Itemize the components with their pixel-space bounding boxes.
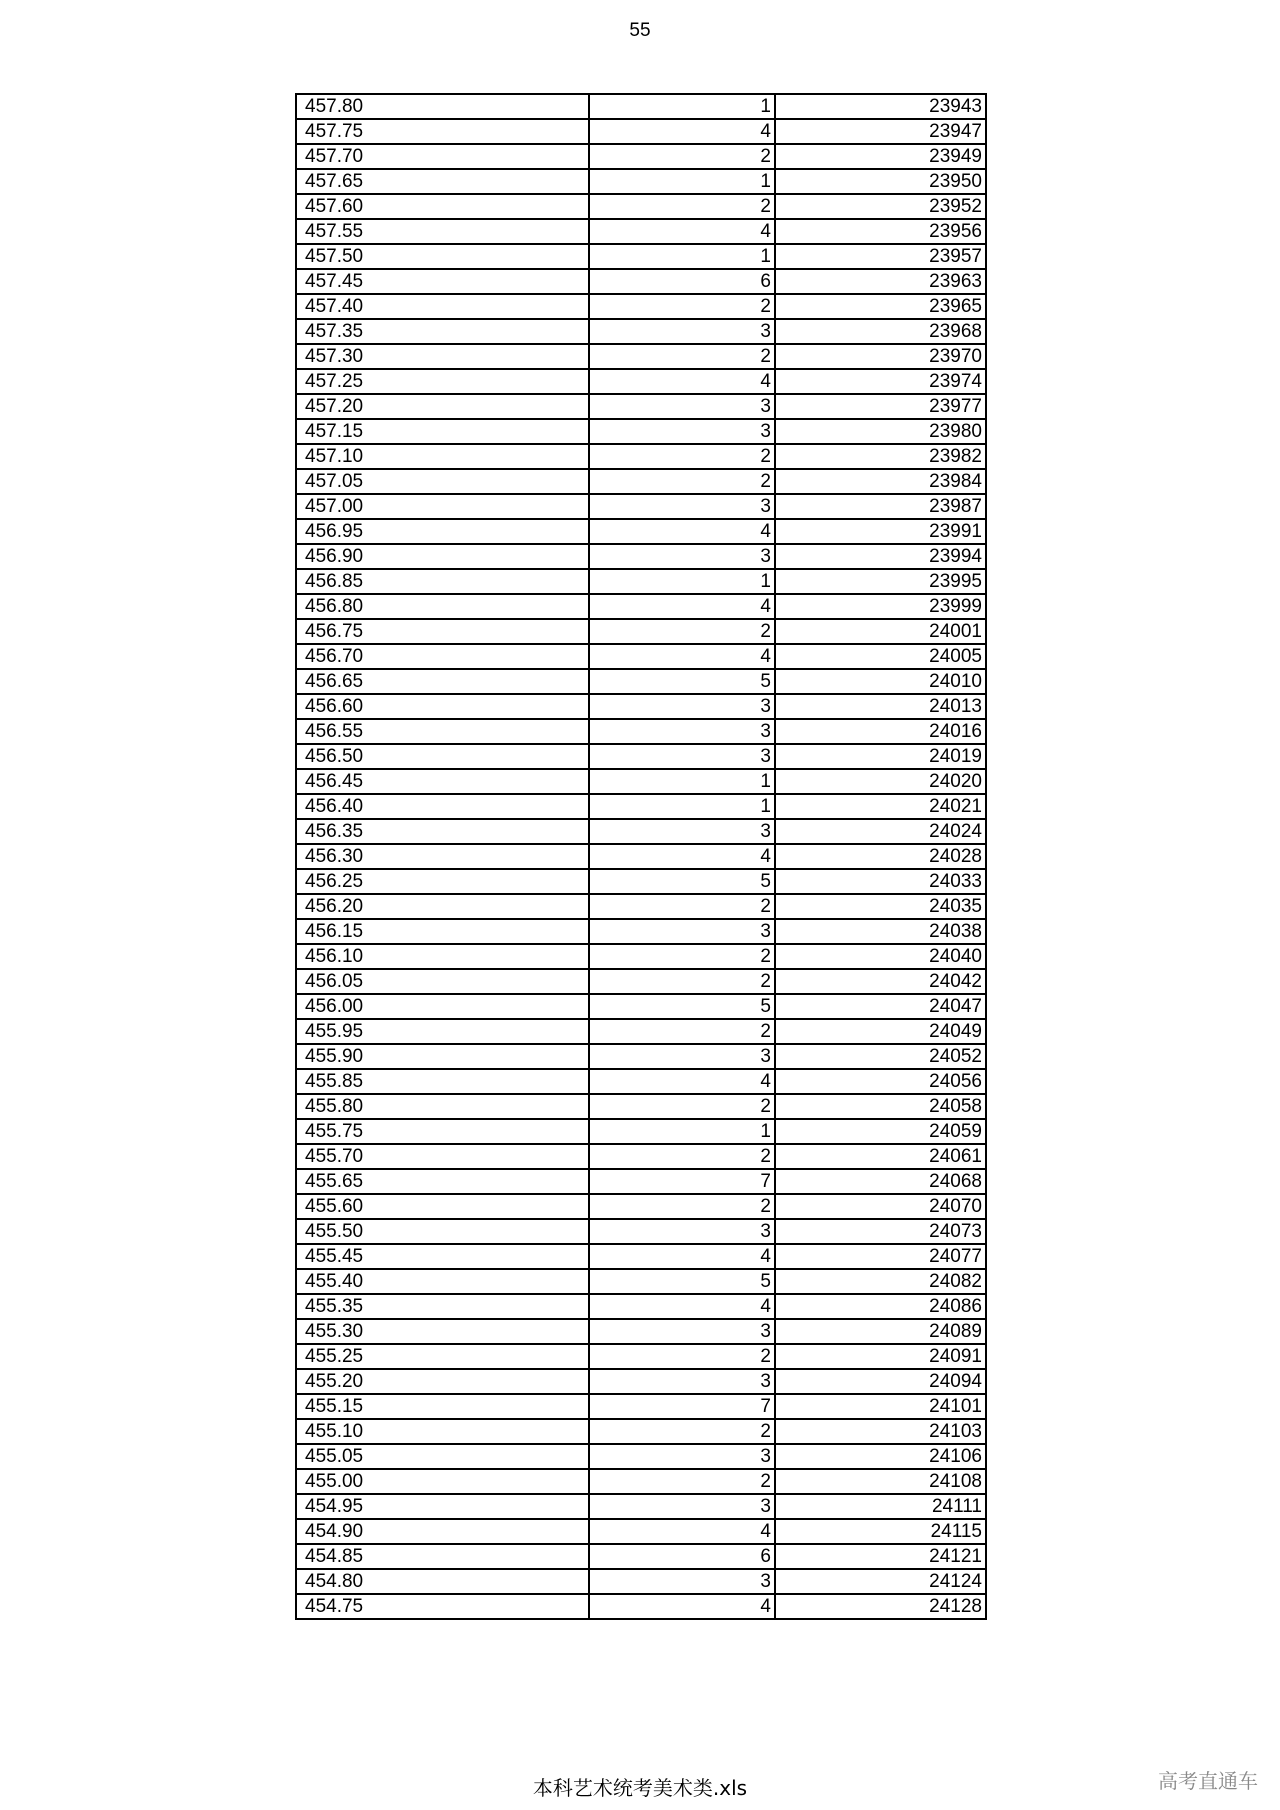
table-row <box>296 1019 986 1044</box>
score-cell: 456.95 <box>296 519 589 544</box>
count-cell: 3 <box>589 1044 775 1069</box>
cumulative-rank-cell: 23949 <box>775 144 986 169</box>
cumulative-rank-cell: 24124 <box>775 1569 986 1594</box>
score-cell: 455.80 <box>296 1094 589 1119</box>
table-row <box>296 594 986 619</box>
cumulative-rank-cell: 24056 <box>775 1069 986 1094</box>
score-cell: 456.90 <box>296 544 589 569</box>
score-cell: 456.50 <box>296 744 589 769</box>
table-row <box>296 794 986 819</box>
count-cell: 2 <box>589 969 775 994</box>
cumulative-rank-cell: 23956 <box>775 219 986 244</box>
score-cell: 456.45 <box>296 769 589 794</box>
table-row <box>296 994 986 1019</box>
score-cell: 457.65 <box>296 169 589 194</box>
table-row <box>296 1119 986 1144</box>
cumulative-rank-cell: 24038 <box>775 919 986 944</box>
count-cell: 4 <box>589 1244 775 1269</box>
table-row <box>296 1319 986 1344</box>
score-cell: 456.10 <box>296 944 589 969</box>
score-cell: 457.45 <box>296 269 589 294</box>
score-cell: 455.60 <box>296 1194 589 1219</box>
score-cell: 457.20 <box>296 394 589 419</box>
table-row <box>296 144 986 169</box>
cumulative-rank-cell: 23994 <box>775 544 986 569</box>
table-row <box>296 519 986 544</box>
cumulative-rank-cell: 23991 <box>775 519 986 544</box>
cumulative-rank-cell: 23952 <box>775 194 986 219</box>
table-row <box>296 669 986 694</box>
cumulative-rank-cell: 24094 <box>775 1369 986 1394</box>
score-cell: 455.65 <box>296 1169 589 1194</box>
table-row <box>296 1169 986 1194</box>
count-cell: 1 <box>589 794 775 819</box>
table-row <box>296 444 986 469</box>
table-row <box>296 544 986 569</box>
cumulative-rank-cell: 24042 <box>775 969 986 994</box>
score-cell: 457.15 <box>296 419 589 444</box>
cumulative-rank-cell: 23977 <box>775 394 986 419</box>
score-cell: 455.05 <box>296 1444 589 1469</box>
score-cell: 455.40 <box>296 1269 589 1294</box>
table-row <box>296 369 986 394</box>
cumulative-rank-cell: 24089 <box>775 1319 986 1344</box>
cumulative-rank-cell: 24115 <box>775 1519 986 1544</box>
table-row <box>296 944 986 969</box>
count-cell: 4 <box>589 1294 775 1319</box>
table-row <box>296 1369 986 1394</box>
count-cell: 1 <box>589 569 775 594</box>
cumulative-rank-cell: 23963 <box>775 269 986 294</box>
table-row <box>296 219 986 244</box>
score-cell: 457.00 <box>296 494 589 519</box>
cumulative-rank-cell: 23965 <box>775 294 986 319</box>
page-number: 55 <box>629 20 651 41</box>
score-cell: 454.90 <box>296 1519 589 1544</box>
cumulative-rank-cell: 24013 <box>775 694 986 719</box>
count-cell: 4 <box>589 1594 775 1619</box>
score-cell: 457.35 <box>296 319 589 344</box>
table-row <box>296 244 986 269</box>
table-row <box>296 1294 986 1319</box>
count-cell: 4 <box>589 594 775 619</box>
cumulative-rank-cell: 24103 <box>775 1419 986 1444</box>
watermark-text: 高考直通车 <box>1158 1769 1258 1793</box>
cumulative-rank-cell: 24020 <box>775 769 986 794</box>
table-row <box>296 1269 986 1294</box>
table-row <box>296 1344 986 1369</box>
score-cell: 455.25 <box>296 1344 589 1369</box>
score-cell: 455.90 <box>296 1044 589 1069</box>
count-cell: 2 <box>589 469 775 494</box>
count-cell: 4 <box>589 1519 775 1544</box>
count-cell: 2 <box>589 894 775 919</box>
count-cell: 1 <box>589 1119 775 1144</box>
cumulative-rank-cell: 24021 <box>775 794 986 819</box>
count-cell: 1 <box>589 244 775 269</box>
score-rank-table <box>295 93 987 1620</box>
table-row <box>296 494 986 519</box>
table-body <box>296 94 986 1619</box>
cumulative-rank-cell: 23950 <box>775 169 986 194</box>
cumulative-rank-cell: 24121 <box>775 1544 986 1569</box>
table-row <box>296 344 986 369</box>
table-row <box>296 744 986 769</box>
cumulative-rank-cell: 24033 <box>775 869 986 894</box>
score-cell: 456.60 <box>296 694 589 719</box>
table-row <box>296 319 986 344</box>
table-row <box>296 1219 986 1244</box>
cumulative-rank-cell: 23995 <box>775 569 986 594</box>
score-cell: 456.05 <box>296 969 589 994</box>
table-row <box>296 1494 986 1519</box>
cumulative-rank-cell: 23982 <box>775 444 986 469</box>
cumulative-rank-cell: 24001 <box>775 619 986 644</box>
count-cell: 2 <box>589 294 775 319</box>
score-cell: 457.10 <box>296 444 589 469</box>
cumulative-rank-cell: 24005 <box>775 644 986 669</box>
count-cell: 5 <box>589 1269 775 1294</box>
score-cell: 457.70 <box>296 144 589 169</box>
score-cell: 455.15 <box>296 1394 589 1419</box>
count-cell: 1 <box>589 94 775 119</box>
table-row <box>296 119 986 144</box>
table-row <box>296 194 986 219</box>
cumulative-rank-cell: 24040 <box>775 944 986 969</box>
cumulative-rank-cell: 24052 <box>775 1044 986 1069</box>
cumulative-rank-cell: 24059 <box>775 1119 986 1144</box>
table-row <box>296 1444 986 1469</box>
score-cell: 455.00 <box>296 1469 589 1494</box>
count-cell: 2 <box>589 1144 775 1169</box>
table-row <box>296 1544 986 1569</box>
cumulative-rank-cell: 24077 <box>775 1244 986 1269</box>
table-row <box>296 1594 986 1619</box>
score-cell: 456.30 <box>296 844 589 869</box>
count-cell: 3 <box>589 419 775 444</box>
cumulative-rank-cell: 24091 <box>775 1344 986 1369</box>
count-cell: 2 <box>589 1469 775 1494</box>
table-row <box>296 894 986 919</box>
table-row <box>296 1244 986 1269</box>
table-row <box>296 469 986 494</box>
cumulative-rank-cell: 24058 <box>775 1094 986 1119</box>
count-cell: 3 <box>589 919 775 944</box>
table-row <box>296 394 986 419</box>
count-cell: 3 <box>589 544 775 569</box>
table-row <box>296 1144 986 1169</box>
cumulative-rank-cell: 23984 <box>775 469 986 494</box>
count-cell: 1 <box>589 769 775 794</box>
count-cell: 3 <box>589 744 775 769</box>
cumulative-rank-cell: 24019 <box>775 744 986 769</box>
score-cell: 455.50 <box>296 1219 589 1244</box>
count-cell: 3 <box>589 1219 775 1244</box>
count-cell: 3 <box>589 819 775 844</box>
score-cell: 455.70 <box>296 1144 589 1169</box>
count-cell: 2 <box>589 444 775 469</box>
count-cell: 4 <box>589 119 775 144</box>
cumulative-rank-cell: 24073 <box>775 1219 986 1244</box>
table-row <box>296 719 986 744</box>
cumulative-rank-cell: 23999 <box>775 594 986 619</box>
table-row <box>296 1094 986 1119</box>
score-cell: 454.75 <box>296 1594 589 1619</box>
score-cell: 457.50 <box>296 244 589 269</box>
score-cell: 456.15 <box>296 919 589 944</box>
cumulative-rank-cell: 24028 <box>775 844 986 869</box>
cumulative-rank-cell: 24108 <box>775 1469 986 1494</box>
cumulative-rank-cell: 23947 <box>775 119 986 144</box>
score-cell: 455.10 <box>296 1419 589 1444</box>
table-row <box>296 1194 986 1219</box>
table-row <box>296 919 986 944</box>
cumulative-rank-cell: 24010 <box>775 669 986 694</box>
cumulative-rank-cell: 23987 <box>775 494 986 519</box>
table-row <box>296 1569 986 1594</box>
count-cell: 6 <box>589 269 775 294</box>
score-cell: 457.25 <box>296 369 589 394</box>
count-cell: 4 <box>589 369 775 394</box>
table-row <box>296 1419 986 1444</box>
count-cell: 2 <box>589 944 775 969</box>
count-cell: 3 <box>589 1444 775 1469</box>
count-cell: 2 <box>589 619 775 644</box>
table-row <box>296 419 986 444</box>
score-cell: 454.85 <box>296 1544 589 1569</box>
count-cell: 4 <box>589 519 775 544</box>
count-cell: 4 <box>589 844 775 869</box>
score-cell: 455.95 <box>296 1019 589 1044</box>
count-cell: 2 <box>589 1419 775 1444</box>
cumulative-rank-cell: 24061 <box>775 1144 986 1169</box>
table-row <box>296 644 986 669</box>
cumulative-rank-cell: 24049 <box>775 1019 986 1044</box>
table-row <box>296 1394 986 1419</box>
score-cell: 457.30 <box>296 344 589 369</box>
cumulative-rank-cell: 24082 <box>775 1269 986 1294</box>
score-cell: 455.20 <box>296 1369 589 1394</box>
cumulative-rank-cell: 24128 <box>775 1594 986 1619</box>
score-cell: 456.80 <box>296 594 589 619</box>
cumulative-rank-cell: 23974 <box>775 369 986 394</box>
score-cell: 456.00 <box>296 994 589 1019</box>
score-cell: 455.45 <box>296 1244 589 1269</box>
count-cell: 3 <box>589 694 775 719</box>
count-cell: 1 <box>589 169 775 194</box>
score-cell: 455.85 <box>296 1069 589 1094</box>
table-row <box>296 169 986 194</box>
cumulative-rank-cell: 24016 <box>775 719 986 744</box>
count-cell: 5 <box>589 869 775 894</box>
score-cell: 456.65 <box>296 669 589 694</box>
table-row <box>296 694 986 719</box>
table-row <box>296 619 986 644</box>
score-cell: 456.35 <box>296 819 589 844</box>
count-cell: 7 <box>589 1169 775 1194</box>
count-cell: 3 <box>589 1369 775 1394</box>
score-cell: 457.55 <box>296 219 589 244</box>
cumulative-rank-cell: 24070 <box>775 1194 986 1219</box>
count-cell: 3 <box>589 1319 775 1344</box>
table-row <box>296 269 986 294</box>
cumulative-rank-cell: 24068 <box>775 1169 986 1194</box>
score-cell: 456.70 <box>296 644 589 669</box>
cumulative-rank-cell: 23980 <box>775 419 986 444</box>
count-cell: 5 <box>589 994 775 1019</box>
cumulative-rank-cell: 23957 <box>775 244 986 269</box>
count-cell: 3 <box>589 494 775 519</box>
cumulative-rank-cell: 24086 <box>775 1294 986 1319</box>
count-cell: 3 <box>589 1494 775 1519</box>
count-cell: 2 <box>589 1344 775 1369</box>
score-cell: 456.25 <box>296 869 589 894</box>
score-cell: 455.30 <box>296 1319 589 1344</box>
table-row <box>296 294 986 319</box>
score-cell: 457.60 <box>296 194 589 219</box>
score-cell: 455.35 <box>296 1294 589 1319</box>
score-cell: 457.05 <box>296 469 589 494</box>
cumulative-rank-cell: 24035 <box>775 894 986 919</box>
count-cell: 2 <box>589 144 775 169</box>
score-cell: 457.40 <box>296 294 589 319</box>
count-cell: 3 <box>589 319 775 344</box>
count-cell: 2 <box>589 1194 775 1219</box>
cumulative-rank-cell: 24111 <box>775 1494 986 1519</box>
score-cell: 454.95 <box>296 1494 589 1519</box>
count-cell: 3 <box>589 1569 775 1594</box>
count-cell: 4 <box>589 644 775 669</box>
table-row <box>296 569 986 594</box>
count-cell: 6 <box>589 1544 775 1569</box>
cumulative-rank-cell: 24047 <box>775 994 986 1019</box>
count-cell: 2 <box>589 1019 775 1044</box>
count-cell: 4 <box>589 1069 775 1094</box>
count-cell: 4 <box>589 219 775 244</box>
score-cell: 454.80 <box>296 1569 589 1594</box>
score-cell: 455.75 <box>296 1119 589 1144</box>
table-row <box>296 1069 986 1094</box>
table-row <box>296 819 986 844</box>
cumulative-rank-cell: 23970 <box>775 344 986 369</box>
score-cell: 456.75 <box>296 619 589 644</box>
score-cell: 456.55 <box>296 719 589 744</box>
cumulative-rank-cell: 24024 <box>775 819 986 844</box>
cumulative-rank-cell: 23968 <box>775 319 986 344</box>
count-cell: 3 <box>589 394 775 419</box>
count-cell: 2 <box>589 344 775 369</box>
score-cell: 456.20 <box>296 894 589 919</box>
count-cell: 3 <box>589 719 775 744</box>
cumulative-rank-cell: 24106 <box>775 1444 986 1469</box>
count-cell: 7 <box>589 1394 775 1419</box>
table-row <box>296 769 986 794</box>
score-cell: 456.40 <box>296 794 589 819</box>
score-cell: 456.85 <box>296 569 589 594</box>
table-row <box>296 94 986 119</box>
cumulative-rank-cell: 24101 <box>775 1394 986 1419</box>
count-cell: 5 <box>589 669 775 694</box>
table-row <box>296 969 986 994</box>
count-cell: 2 <box>589 194 775 219</box>
footer-filename: 本科艺术统考美术类.xls <box>532 1776 748 1800</box>
score-cell: 457.80 <box>296 94 589 119</box>
table-row <box>296 844 986 869</box>
table-row <box>296 869 986 894</box>
table-row <box>296 1044 986 1069</box>
cumulative-rank-cell: 23943 <box>775 94 986 119</box>
table-row <box>296 1469 986 1494</box>
score-cell: 457.75 <box>296 119 589 144</box>
count-cell: 2 <box>589 1094 775 1119</box>
table-row <box>296 1519 986 1544</box>
